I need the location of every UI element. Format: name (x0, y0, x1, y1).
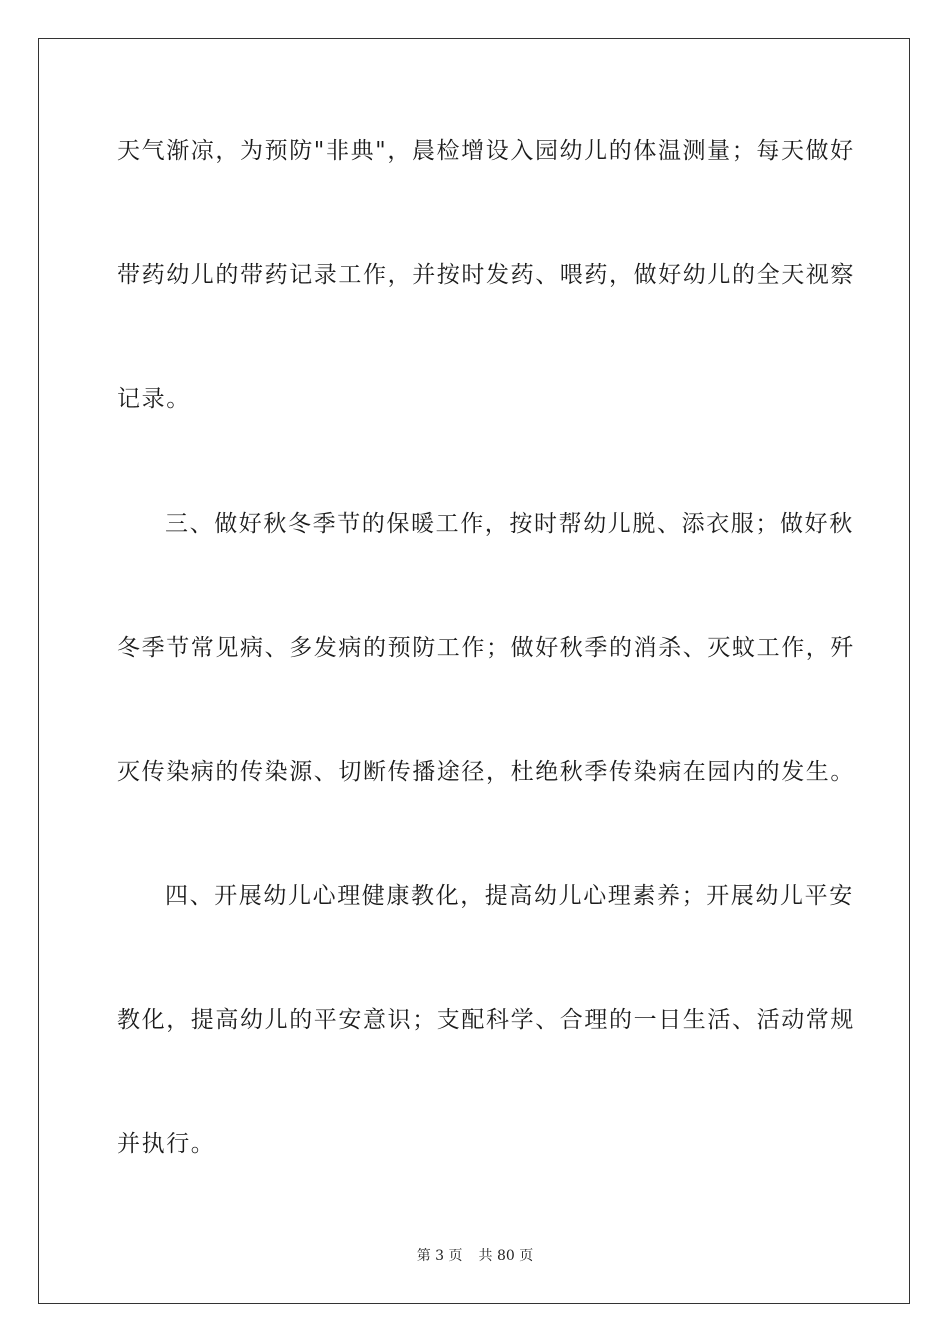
text-line-6: 灭传染病的传染源、切断传播途径，杜绝秋季传染病在园内的发生。 (117, 759, 855, 785)
text-line-2: 带药幼儿的带药记录工作，并按时发药、喂药，做好幼儿的全天视察 (117, 262, 855, 288)
text-line-4: 三、做好秋冬季节的保暖工作，按时帮幼儿脱、添衣服；做好秋 (165, 511, 854, 537)
text-line-8: 教化，提高幼儿的平安意识；支配科学、合理的一日生活、活动常规 (117, 1007, 855, 1033)
text-line-1: 天气渐凉，为预防"非典"，晨检增设入园幼儿的体温测量；每天做好 (117, 138, 855, 164)
text-line-5: 冬季节常见病、多发病的预防工作；做好秋季的消杀、灭蚊工作，歼 (117, 635, 855, 661)
page-footer (0, 1246, 950, 1266)
page-total: 共 80 页 (478, 1248, 534, 1264)
page-number: 第 3 页 (416, 1248, 463, 1264)
text-line-7: 四、开展幼儿心理健康教化，提高幼儿心理素养；开展幼儿平安 (165, 883, 854, 909)
page-border (38, 38, 910, 1304)
text-line-9: 并执行。 (117, 1131, 216, 1157)
text-line-3: 记录。 (117, 386, 191, 412)
